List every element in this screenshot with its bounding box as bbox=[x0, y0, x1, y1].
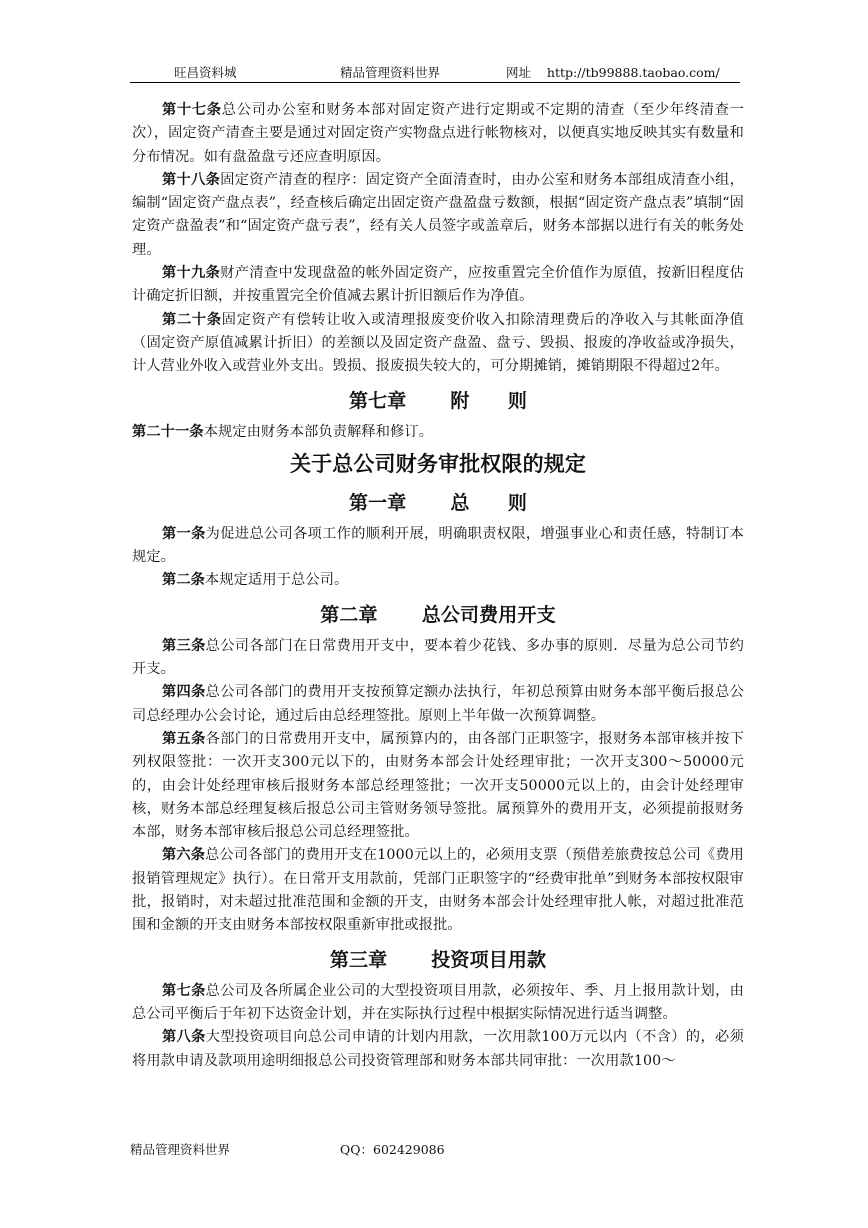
chapter-title: 总公司费用开支 bbox=[421, 603, 556, 626]
article-paragraph bbox=[132, 728, 744, 844]
article-text: 为促进总公司各项工作的顺利开展，明确职责权限，增强事业心和责任感，特制订本规定。 bbox=[132, 525, 744, 566]
chapter-number: 第二章 bbox=[320, 603, 378, 626]
article-text: 总公司各部门的费用开支在1000元以上的，必须用支票（预借差旅费按总公司《费用报销管理规定》执行）。在日常开支用款前，凭部门正职签字的“经费审批单”到财务本部按权限审批，报销时，对未超过批准范围和金额的开支，由财务本部会计处经理审批人帐，对超过批准范围和金额的开支由财务本部按权限重新审批或报批。 bbox=[132, 847, 745, 934]
chapter-heading bbox=[132, 386, 744, 416]
chapter-number: 第一章 bbox=[348, 491, 407, 514]
article-text: 总公司各部门在日常费用开支中，要本着少花钱、多办事的原则．尽量为总公司节约开支。 bbox=[132, 637, 744, 678]
article-number: 第二十条 bbox=[162, 311, 222, 328]
article-paragraph bbox=[132, 99, 744, 169]
article-text: 总公司及各所属企业公司的大型投资项目用款，必须按年、季、月上报用款计划，由总公司平衡后于年初下达资金计划，并在实际执行过程中根据实际情况进行适当调整。 bbox=[132, 982, 744, 1022]
article-text: 固定资产有偿转让收入或清理报废变价收入扣除清理费后的净收入与其帐面净值（固定资产原值减累计折旧）的差额以及固定资产盘盈、盘亏、毁损、报废的净收益或净损失，计人营业外收入或营业外支出。毁损、报废损失较大的，可分期摊销，摊销期限不得超过2年。 bbox=[132, 311, 744, 375]
article-number: 第十八条 bbox=[162, 171, 221, 188]
article-paragraph bbox=[132, 635, 744, 682]
footer-left-text: 精品管理资料世界 bbox=[130, 1142, 231, 1157]
article-paragraph bbox=[132, 421, 744, 444]
article-paragraph bbox=[132, 681, 744, 728]
article-number: 第二十一条 bbox=[132, 423, 204, 440]
article-number: 第二条 bbox=[162, 572, 206, 589]
article-paragraph bbox=[132, 262, 744, 309]
chapter-number: 第三章 bbox=[329, 948, 388, 971]
header-center-text: 精品管理资料世界 bbox=[340, 65, 441, 80]
article-number: 第四条 bbox=[162, 684, 206, 701]
footer-qq-text: QQ：602429086 bbox=[340, 1142, 445, 1157]
page-header bbox=[130, 60, 740, 83]
chapter-title: 总 则 bbox=[450, 491, 528, 514]
article-paragraph bbox=[132, 844, 744, 937]
article-paragraph bbox=[132, 1026, 744, 1073]
page-footer bbox=[130, 1140, 445, 1158]
article-text: 各部门的日常费用开支中，属预算内的，由各部门正职签字，报财务本部审核并按下列权限签批：一次开支300元以下的，由财务本部会计处经理审批；一次开支300～50000元的，由会计处经理审核后报财务本部总经理签批；一次开支50000元以上的，由会计处经理审核，财务本部总经理复核后报总公司主管财务领导签批。属预算外的费用开支，必须提前报财务本部，财务本部审核后报总公司总经理签批。 bbox=[132, 730, 744, 841]
article-number: 第七条 bbox=[162, 982, 206, 999]
article-text: 总公司办公室和财务本部对固定资产进行定期或不定期的清查（至少年终清查一次），固定资产清查主要是通过对固定资产实物盘点进行帐物核对，以便真实地反映其实有数量和分布情况。如有盘盈盘亏还应查明原因。 bbox=[132, 102, 744, 165]
article-text: 固定资产清查的程序：固定资产全面清查时，由办公室和财务本部组成清查小组，编制“固定资产盘点表”，经查核后确定出固定资产盘盈盘亏数额，根据“固定资产盘点表”填制“固定资产盘盈表”和“固定资产盘亏表”，经有关人员签字或盖章后，财务本部据以进行有关的帐务处理。 bbox=[132, 171, 745, 258]
article-number: 第一条 bbox=[162, 525, 206, 542]
article-paragraph bbox=[132, 309, 744, 379]
chapter-heading bbox=[132, 488, 744, 518]
article-paragraph bbox=[132, 169, 744, 262]
chapter-number: 第七章 bbox=[348, 389, 407, 412]
article-number: 第三条 bbox=[162, 637, 206, 654]
header-left-text: 旺昌资料城 bbox=[174, 65, 237, 80]
article-number: 第十九条 bbox=[162, 265, 221, 282]
article-text: 总公司各部门的费用开支按预算定额办法执行，年初总预算由财务本部平衡后报总公司总经理办公会讨论，通过后由总经理签批。原则上半年做一次预算调整。 bbox=[132, 684, 744, 724]
chapter-title: 附 则 bbox=[450, 389, 528, 412]
document-body bbox=[132, 99, 744, 1073]
article-text: 财产清查中发现盘盈的帐外固定资产，应按重置完全价值作为原值，按新旧程度估计确定折旧额，并按重置完全价值减去累计折旧额后作为净值。 bbox=[132, 265, 745, 305]
article-paragraph bbox=[132, 569, 744, 592]
article-text: 本规定适用于总公司。 bbox=[205, 572, 349, 589]
article-paragraph bbox=[132, 980, 744, 1027]
chapter-heading bbox=[132, 945, 744, 975]
article-number: 第五条 bbox=[162, 730, 206, 747]
article-number: 第八条 bbox=[162, 1029, 206, 1046]
article-number: 第十七条 bbox=[162, 102, 222, 118]
chapter-title: 投资项目用款 bbox=[431, 948, 547, 971]
header-url-text: 网址 http://tb99888.taobao.com/ bbox=[506, 65, 720, 80]
article-text: 大型投资项目向总公司申请的计划内用款，一次用款100万元以内（不含）的，必须将用款申请及款项用途明细报总公司投资管理部和财务本部共同审批：一次用款100～ bbox=[132, 1029, 744, 1069]
chapter-heading bbox=[132, 600, 744, 630]
document-title: 关于总公司财务审批权限的规定 bbox=[289, 451, 587, 476]
article-text: 本规定由财务本部负责解释和修订。 bbox=[203, 423, 434, 440]
article-number: 第六条 bbox=[162, 847, 206, 864]
article-paragraph bbox=[132, 523, 744, 570]
